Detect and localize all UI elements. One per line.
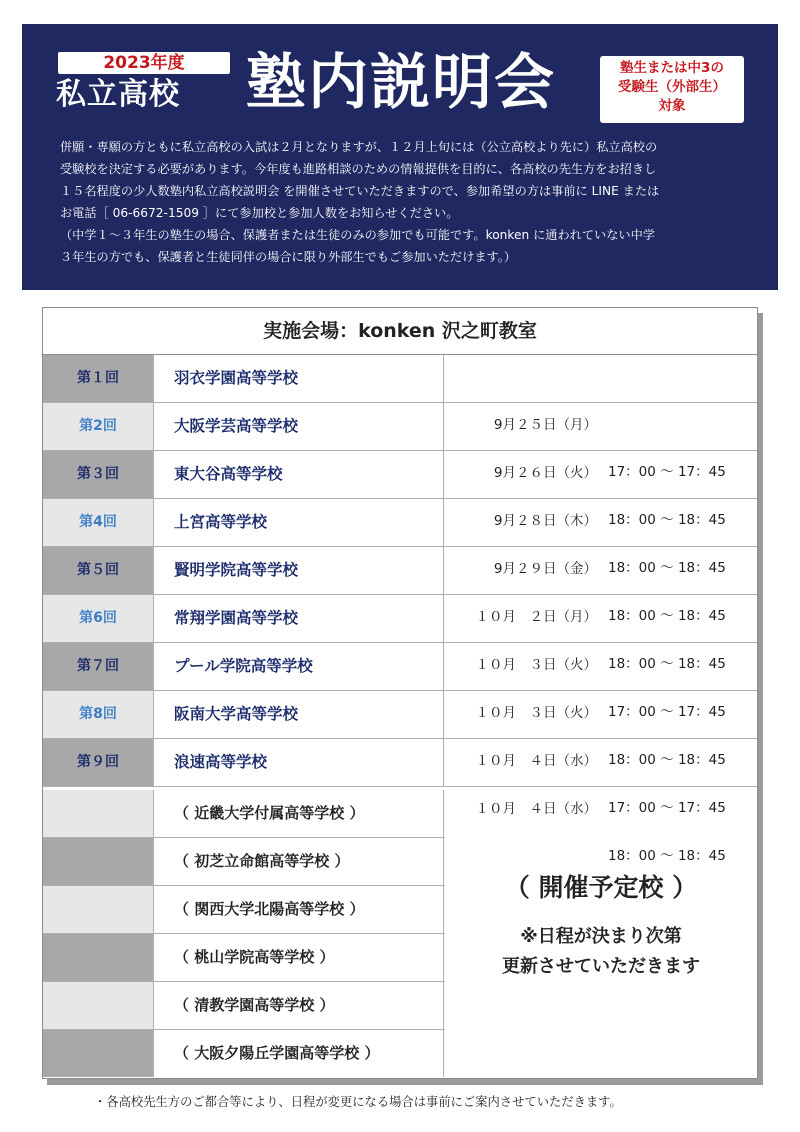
- session-time: 17：00 ～ 17：45: [608, 464, 726, 480]
- subtitle: 私立高校: [56, 77, 180, 112]
- session-number: 第4回: [43, 499, 154, 546]
- planned-row: [43, 838, 445, 886]
- planned-school-name: （ 桃山学院高等学校 ）: [154, 934, 444, 981]
- school-name: プール学院高等学校: [154, 643, 444, 690]
- planned-title: （ 開催予定校 ）: [504, 873, 698, 902]
- intro-line: 受験校を決定する必要があります。今年度も進路相談のための情報提供を目的に、各高校の先生方をお招きし: [60, 162, 657, 176]
- session-date: 9月２６日（火）: [493, 465, 597, 481]
- session-date: １０月 ４日（水）: [475, 801, 597, 817]
- planned-row: [43, 1030, 445, 1077]
- schedule-table: [42, 307, 758, 1079]
- target-line-2: 受験生（外部生）: [618, 79, 726, 95]
- school-name: 上宮高等学校: [154, 499, 444, 546]
- planned-number-cell: [43, 838, 154, 885]
- intro-line: （中学１～３年生の塾生の場合、保護者または生徒のみの参加でも可能です。konken に通われていない中学: [60, 228, 655, 242]
- session-time: 18：00 ～ 18：45: [608, 752, 726, 768]
- session-time: 18：00 ～ 18：45: [608, 848, 726, 864]
- target-line-3: 対象: [658, 98, 686, 114]
- session-number: 第３回: [43, 451, 154, 498]
- session-time: 18：00 ～ 18：45: [608, 608, 726, 624]
- school-name: 羽衣学園高等学校: [154, 355, 444, 402]
- planned-row: [43, 790, 445, 838]
- planned-message-line-2: 更新させていただきます: [502, 956, 700, 977]
- planned-row: [43, 886, 445, 934]
- school-name: 浪速高等学校: [154, 739, 444, 786]
- planned-number-cell: [43, 1030, 154, 1077]
- session-time: 18：00 ～ 18：45: [608, 512, 726, 528]
- session-time: 17：00 ～ 17：45: [608, 800, 726, 816]
- session-time: 17：00 ～ 17：45: [608, 704, 726, 720]
- school-name: 阪南大学高等学校: [154, 691, 444, 738]
- planned-school-name: （ 関西大学北陽高等学校 ）: [154, 886, 444, 933]
- session-number: 第５回: [43, 547, 154, 594]
- target-audience-badge: [600, 56, 744, 123]
- intro-line: お電話［ 06-6672-1509 ］にて参加校と参加人数をお知らせください。: [60, 206, 459, 220]
- intro-line: １５名程度の少人数塾内私立高校説明会 を開催させていただきますので、参加希望の方は事前に LINE または: [60, 184, 660, 198]
- school-name: 常翔学園高等学校: [154, 595, 444, 642]
- planned-row: [43, 982, 445, 1030]
- session-number: 第７回: [43, 643, 154, 690]
- planned-message-line-1: ※日程が決まり次第: [520, 926, 682, 947]
- planned-number-cell: [43, 934, 154, 981]
- session-time: 18：00 ～ 18：45: [608, 656, 726, 672]
- session-date: 9月２９日（金）: [493, 561, 597, 577]
- footer-note: ・各高校先生方のご都合等により、日程が変更になる場合は事前にご案内させていただきます。: [94, 1095, 622, 1109]
- page-title: 塾内説明会: [246, 48, 556, 118]
- session-date: １０月 ３日（火）: [475, 705, 597, 721]
- target-line-1: 塾生または中3の: [620, 60, 724, 76]
- session-date: 9月２５日（月）: [493, 417, 597, 433]
- planned-school-name: （ 近畿大学付属高等学校 ）: [154, 790, 444, 837]
- planned-note: [445, 790, 757, 1078]
- school-name: 大阪学芸高等学校: [154, 403, 444, 450]
- intro-line: ３年生の方でも、保護者と生徒同伴の場合に限り外部生でもご参加いただけます。）: [60, 250, 517, 264]
- session-number: 第6回: [43, 595, 154, 642]
- planned-school-name: （ 大阪夕陽丘学園高等学校 ）: [154, 1030, 444, 1077]
- intro-text: [60, 136, 750, 268]
- session-time: 18：00 ～ 18：45: [608, 560, 726, 576]
- session-number: 第９回: [43, 739, 154, 786]
- session-date: １０月 ２日（月）: [475, 609, 597, 625]
- planned-number-cell: [43, 982, 154, 1029]
- planned-row: [43, 934, 445, 982]
- session-number: 第2回: [43, 403, 154, 450]
- session-date: １０月 ４日（水）: [475, 753, 597, 769]
- planned-number-cell: [43, 790, 154, 837]
- planned-number-cell: [43, 886, 154, 933]
- planned-school-name: （ 清教学園高等学校 ）: [154, 982, 444, 1029]
- session-number: 第１回: [43, 355, 154, 402]
- school-name: 賢明学院高等学校: [154, 547, 444, 594]
- venue-heading: 実施会場：konken 沢之町教室: [43, 308, 757, 355]
- intro-line: 併願・専願の方ともに私立高校の入試は２月となりますが、１２月上旬には（公立高校より先に）私立高校の: [60, 140, 658, 154]
- school-name: 東大谷高等学校: [154, 451, 444, 498]
- planned-message: [445, 922, 757, 982]
- session-number: 第8回: [43, 691, 154, 738]
- year-label: 2023年度: [58, 52, 230, 74]
- planned-school-name: （ 初芝立命館高等学校 ）: [154, 838, 444, 885]
- session-date: １０月 ３日（火）: [475, 657, 597, 673]
- session-date: 9月２８日（木）: [493, 513, 597, 529]
